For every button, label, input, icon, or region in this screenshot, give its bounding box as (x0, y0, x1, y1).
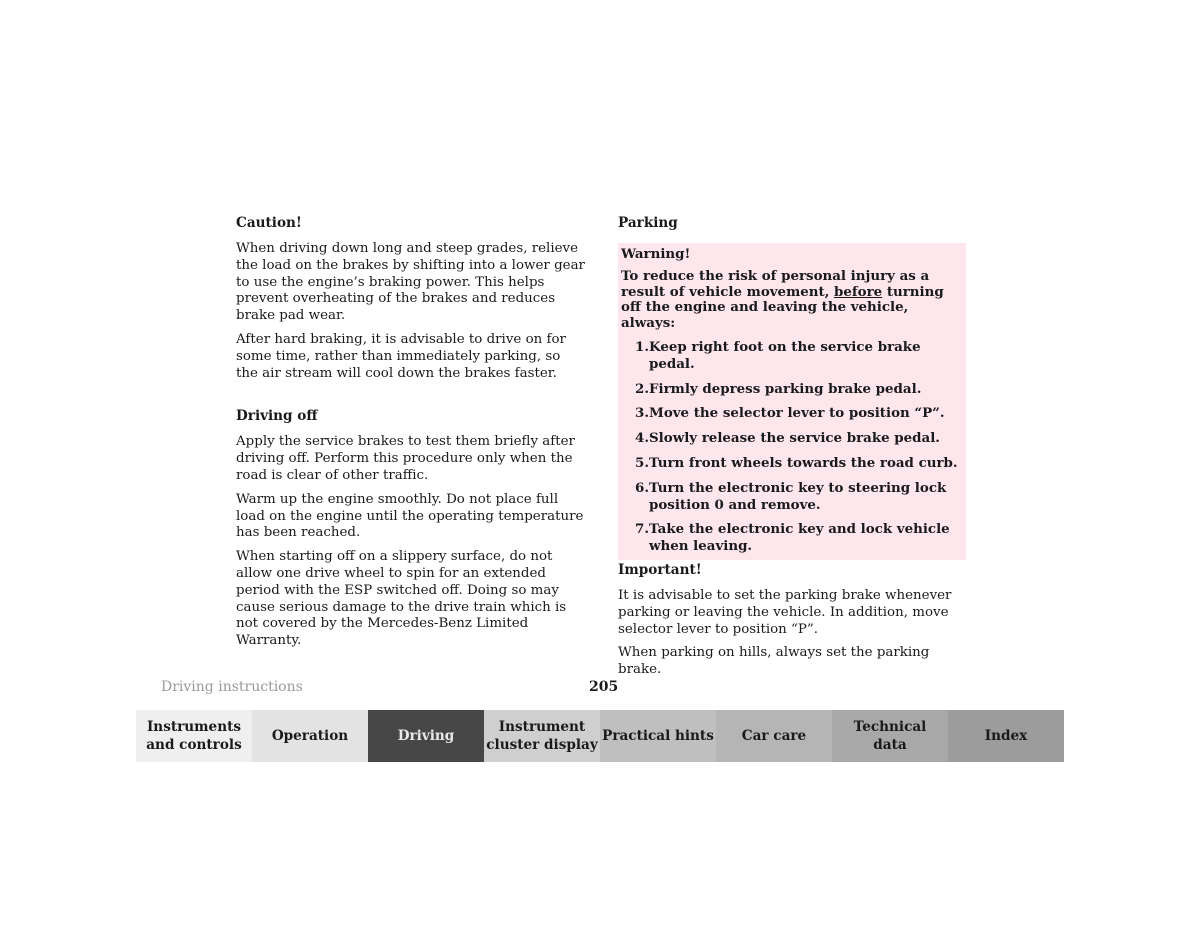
parking-steps-list (621, 339, 966, 555)
warning-intro-underlined: before (834, 283, 883, 300)
footer-section-name: Driving instructions (161, 679, 303, 695)
parking-heading: Parking (618, 215, 678, 231)
list-item: 7. Take the electronic key and lock vehicle when leaving. (635, 521, 950, 555)
important-paragraph-1: It is advisable to set the parking brake whenever parking or leaving the vehicle. In addition, move selector lever to position “P”. (618, 587, 952, 637)
important-heading: Important! (618, 561, 702, 578)
tab-practical-hints[interactable]: Practical hints (600, 710, 716, 762)
list-item: 3. Move the selector lever to position “P”. (635, 405, 945, 422)
warning-box (618, 243, 966, 560)
driving-off-paragraph-2: Warm up the engine smoothly. Do not place full load on the engine until the operating temperature has been reached. (236, 491, 584, 541)
tab-instrument-cluster-display[interactable]: Instrument cluster display (484, 710, 600, 762)
list-item: 5. Turn front wheels towards the road curb. (635, 454, 958, 471)
list-item: 1. Keep right foot on the service brake pedal. (635, 339, 921, 372)
tab-driving[interactable]: Driving (368, 710, 484, 762)
tab-operation[interactable]: Operation (252, 710, 368, 762)
caution-paragraph-1: When driving down long and steep grades, relieve the load on the brakes by shifting into a lower gear to use the engine’s braking power. This helps prevent overheating of the brakes and reduces brake pad wear. (236, 241, 585, 324)
important-paragraph-2: When parking on hills, always set the parking brake. (618, 645, 930, 678)
tab-car-care[interactable]: Car care (716, 710, 832, 762)
driving-off-heading: Driving off (236, 408, 318, 425)
driving-off-paragraph-3: When starting off on a slippery surface, do not allow one drive wheel to spin for an extended period with the ESP switched off. Doing so may cause serious damage to the drive train which is not covered by the Mercedes-Benz Limited Warranty. (236, 549, 567, 649)
warning-title: Warning! (621, 246, 691, 262)
list-item: 4. Slowly release the service brake pedal. (635, 430, 940, 447)
left-column (236, 213, 586, 657)
tab-index[interactable]: Index (948, 710, 1064, 762)
tab-instruments-and-controls[interactable]: Instruments and controls (136, 710, 252, 762)
chapter-nav-tabs (136, 710, 1064, 762)
list-item: 2. Firmly depress parking brake pedal. (635, 380, 922, 397)
caution-paragraph-2: After hard braking, it is advisable to drive on for some time, rather than immediately parking, so the air stream will cool down the brakes faster. (236, 331, 566, 381)
tab-technical-data[interactable]: Technical data (832, 710, 948, 762)
right-column (618, 213, 968, 686)
driving-off-paragraph-1: Apply the service brakes to test them briefly after driving off. Perform this procedure only when the road is clear of other traffic. (236, 434, 575, 483)
caution-heading: Caution! (236, 215, 302, 231)
page-number: 205 (589, 679, 619, 695)
list-item: 6. Turn the electronic key to steering lock position 0 and remove. (635, 479, 947, 513)
warning-intro: To reduce the risk of personal injury as a result of vehicle movement, before turning off the engine and leaving the vehicle, always: (621, 268, 944, 331)
